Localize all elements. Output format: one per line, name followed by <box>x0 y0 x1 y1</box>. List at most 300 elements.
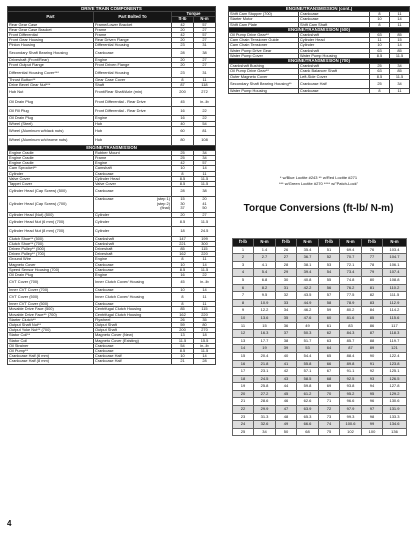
row-part: Engine Cradle <box>8 155 94 160</box>
capscrew-step: (step 1) <box>156 196 170 202</box>
row-bolted-to: Cylinder <box>94 212 172 217</box>
row-part: Driven Pulley** (700) <box>8 252 94 257</box>
conversion-ftlb: 28 <box>276 261 297 269</box>
conversion-nm: 62.6 <box>297 398 319 406</box>
capscrew-ftlb-value: 15 <box>180 196 185 202</box>
row-nm: 11 <box>194 171 216 176</box>
conversion-nm: 36.7 <box>297 254 319 262</box>
page-number: 4 <box>7 519 12 528</box>
conversion-nm: 129.2 <box>383 390 407 398</box>
conversion-nm: 28.6 <box>254 398 276 406</box>
table-row <box>8 323 216 328</box>
row-part: Output Shaft Nut** <box>8 323 94 328</box>
row-ftlb: 200 <box>172 88 194 97</box>
row-nm: 38 <box>194 187 216 196</box>
conversion-nm: 49 <box>297 322 319 330</box>
conversion-ftlb: 75 <box>319 428 340 436</box>
row-bolted-to: Output Shaft <box>94 323 172 328</box>
row-part: Oil Fill Plug <box>8 107 94 116</box>
conversion-ftlb: 39 <box>276 345 297 353</box>
conversion-row <box>233 352 407 360</box>
row-bolted-to: Engine <box>94 116 172 121</box>
row-part: Wheel (Steel) <box>8 121 94 126</box>
conversion-nm: 21.8 <box>254 360 276 368</box>
row-nm: 272 <box>194 88 216 97</box>
row-ftlb: 16 <box>172 116 194 121</box>
row-part: Starter Motor <box>229 17 299 22</box>
conversion-ftlb: 50 <box>276 428 297 436</box>
capscrew-700-bolted-label: Crankcase <box>95 196 114 202</box>
conversion-nm: 35.4 <box>297 246 319 254</box>
row-nm: 34 <box>390 64 410 69</box>
row-bolted-to: Crankcase <box>94 287 172 292</box>
row-part: Clutch Shoe** (500) <box>8 236 94 241</box>
table-row <box>8 246 216 251</box>
conversion-ftlb: 84 <box>362 307 383 315</box>
conversion-nm: 54.4 <box>297 352 319 360</box>
conversion-ftlb: 16 <box>233 360 254 368</box>
row-ftlb: 162 <box>172 252 194 257</box>
conversion-ftlb: 71 <box>319 398 340 406</box>
row-ftlb: 21 <box>172 359 194 364</box>
row-part: Outer Magneto Cover <box>229 74 299 79</box>
conversion-ftlb: 23 <box>233 413 254 421</box>
row-nm: 11.5 <box>194 349 216 354</box>
conversion-ftlb: 57 <box>319 292 340 300</box>
conversion-nm: 117 <box>383 322 407 330</box>
row-part: Cylinder Head (Cap Screw) (500) <box>8 187 94 196</box>
conversion-header <box>233 239 407 247</box>
conversion-ftlb: 55 <box>319 276 340 284</box>
col-torque: Torque <box>172 12 216 17</box>
conversion-ftlb: 11 <box>233 322 254 330</box>
row-nm: 85 <box>390 69 410 74</box>
engine-transmission-cont-table <box>228 6 410 94</box>
conversion-col-header: N-m <box>383 239 407 247</box>
row-ftlb: 8 <box>370 12 390 17</box>
table-row <box>8 217 216 226</box>
row-nm: 15 <box>390 38 410 43</box>
row-nm: 80 <box>194 323 216 328</box>
conversion-nm: 106.1 <box>383 261 407 269</box>
conversion-nm: 32.6 <box>254 421 276 429</box>
table-row <box>8 88 216 97</box>
conversion-row <box>233 398 407 406</box>
row-part: Drive Bevel Gear Nut*** <box>8 83 94 88</box>
row-bolted-to: Crankcase <box>94 343 172 348</box>
conversion-ftlb: 35 <box>276 314 297 322</box>
conversion-nm: 136 <box>383 428 407 436</box>
conversion-nm: 20.4 <box>254 352 276 360</box>
conversion-col-header: ft-lb <box>362 239 383 247</box>
conversion-nm: 102 <box>340 428 362 436</box>
conversion-nm: 78.9 <box>340 299 362 307</box>
conversion-ftlb: 5 <box>233 276 254 284</box>
row-nm: 28 <box>194 359 216 364</box>
row-bolted-to: Crankcase Half <box>299 79 370 88</box>
row-part: Water Pump Drive Gear <box>229 48 299 53</box>
conversion-rows <box>233 246 407 436</box>
capscrew-ftlb <box>172 196 194 212</box>
row-bolted-to: Frame <box>94 155 172 160</box>
table-row <box>8 312 216 317</box>
conversion-row <box>233 330 407 338</box>
conversion-ftlb: 51 <box>319 246 340 254</box>
conversion-ftlb: 77 <box>362 254 383 262</box>
conversion-ftlb: 31 <box>276 284 297 292</box>
conversion-ftlb: 15 <box>233 352 254 360</box>
row-nm: 85 <box>390 48 410 53</box>
row-nm: 14 <box>194 354 216 359</box>
row-nm: 57 <box>194 161 216 166</box>
conversion-nm: 127.8 <box>383 383 407 391</box>
conversion-ftlb: 19 <box>233 383 254 391</box>
row-ftlb: 54 <box>172 343 194 348</box>
col-ftlb: ft-lb <box>172 17 194 22</box>
conversion-ftlb: 100 <box>362 428 383 436</box>
conversion-ftlb: 47 <box>276 406 297 414</box>
loctite-notes <box>228 175 409 187</box>
table-row <box>8 278 216 287</box>
conversion-ftlb: 68 <box>319 375 340 383</box>
conversion-ftlb: 52 <box>319 254 340 262</box>
conversion-row <box>233 368 407 376</box>
torque-conversion-table <box>232 238 407 436</box>
conversion-nm: 115.6 <box>383 314 407 322</box>
table-row <box>8 307 216 312</box>
conversion-ftlb: 98 <box>362 413 383 421</box>
row-bolted-to: Rear Driven Flange <box>94 38 172 43</box>
conversion-nm: 130.6 <box>383 398 407 406</box>
row-ftlb: 8.5 <box>172 182 194 187</box>
row-ftlb: 8.5 <box>172 176 194 181</box>
conversion-row <box>233 421 407 429</box>
row-bolted-to: Differential Housing <box>94 43 172 48</box>
conversion-ftlb: 42 <box>276 368 297 376</box>
conversion-ftlb: 91 <box>362 360 383 368</box>
table-row <box>8 48 216 57</box>
row-ftlb: 26 <box>172 317 194 322</box>
conversion-ftlb: 70 <box>319 390 340 398</box>
conversion-nm: 27.2 <box>254 390 276 398</box>
row-part: Starter Clutch** <box>8 317 94 322</box>
row-ftlb: 10 <box>172 354 194 359</box>
conversion-ftlb: 74 <box>319 421 340 429</box>
conversion-ftlb: 34 <box>276 307 297 315</box>
row-ftlb: 20 <box>172 212 194 217</box>
conversion-nm: 34 <box>254 428 276 436</box>
row-part: Oil Drain Plug <box>8 273 94 278</box>
conversion-ftlb: 10 <box>233 314 254 322</box>
conversion-nm: 122.4 <box>383 352 407 360</box>
row-part: Engine Cradle <box>8 161 94 166</box>
conversion-ftlb: 62 <box>319 330 340 338</box>
row-ftlb: 42 <box>172 161 194 166</box>
row-part: Cam Sprocket** <box>8 166 94 171</box>
row-bolted-to: Crankcase <box>94 349 172 354</box>
row-nm: 11 <box>194 257 216 262</box>
conversion-ftlb: 72 <box>319 406 340 414</box>
conversion-nm: 97.9 <box>340 406 362 414</box>
conversion-nm: 95.2 <box>340 390 362 398</box>
conversion-ftlb: 80 <box>362 276 383 284</box>
row-ftlb: 40 <box>172 121 194 126</box>
conversion-ftlb: 41 <box>276 360 297 368</box>
table-row <box>8 252 216 257</box>
conversion-ftlb: 4 <box>233 269 254 277</box>
row-bolted-to: Crankshaft <box>94 236 172 241</box>
table-row <box>8 107 216 116</box>
row-ftlb: 20 <box>172 38 194 43</box>
row-bolted-to: Cylinder <box>94 217 172 226</box>
row-ftlb: 63 <box>370 48 390 53</box>
row-nm: 11 <box>194 77 216 82</box>
conversion-nm: 68 <box>297 428 319 436</box>
conversion-nm: 87 <box>340 345 362 353</box>
conversion-ftlb: 32 <box>276 292 297 300</box>
row-ftlb: 23 <box>172 43 194 48</box>
conversion-nm: 57.1 <box>297 368 319 376</box>
table-row <box>8 126 216 135</box>
row-part: Cylinder <box>8 171 94 176</box>
table-row <box>8 354 216 359</box>
table-row <box>8 187 216 196</box>
row-nm: 27 <box>194 212 216 217</box>
row-bolted-to: Front/Rear Shaft/Axle (min) <box>94 88 172 97</box>
conversion-ftlb: 67 <box>319 368 340 376</box>
conversion-nm: 123.8 <box>383 360 407 368</box>
conversion-nm: 25.8 <box>254 383 276 391</box>
row-part: Differential Housing Cover*** <box>8 68 94 77</box>
row-part: Inner CVT Cover (700) <box>8 287 94 292</box>
conversion-ftlb: 1 <box>233 246 254 254</box>
row-part: Crankshaft Bushing <box>229 64 299 69</box>
conversion-nm: 69.4 <box>340 246 362 254</box>
conversion-nm: 114.2 <box>383 307 407 315</box>
conversion-nm: 125.1 <box>383 368 407 376</box>
conversion-nm: 76.2 <box>340 284 362 292</box>
conversion-ftlb: 95 <box>362 390 383 398</box>
conversion-row <box>233 299 407 307</box>
row-bolted-to: Inner Clutch Cover/ Housing <box>94 292 172 301</box>
row-nm: 34 <box>194 155 216 160</box>
row-nm: 14 <box>390 43 410 48</box>
row-part: Cam Chain Tensioner <box>229 43 299 48</box>
row-nm: 220 <box>194 252 216 257</box>
row-nm: 22 <box>194 107 216 116</box>
conversion-ftlb: 48 <box>276 413 297 421</box>
conversion-ftlb: 27 <box>276 254 297 262</box>
drive-train-title: DRIVE TRAIN COMPONENTS <box>8 7 216 12</box>
row-part: Thrust Button** <box>8 77 94 82</box>
row-ftlb: 10 <box>172 262 194 267</box>
row-part: Cylinder Head (Nut) (500) <box>8 212 94 217</box>
drive-train-table <box>7 6 216 365</box>
table-row <box>229 79 410 88</box>
conversion-col-header: ft-lb <box>276 239 297 247</box>
conversion-ftlb: 66 <box>319 360 340 368</box>
conversion-ftlb: 64 <box>319 345 340 353</box>
conversion-nm: 112.9 <box>383 299 407 307</box>
conversion-nm: 85.7 <box>340 337 362 345</box>
row-part: Water Pump Cover <box>229 53 299 58</box>
conversion-nm: 80.2 <box>340 307 362 315</box>
row-ftlb: 8 <box>370 89 390 94</box>
row-ftlb: 8 <box>172 257 194 262</box>
conversion-nm: 65.3 <box>297 413 319 421</box>
conversion-nm: 8.2 <box>254 284 276 292</box>
conversion-nm: 131.9 <box>383 406 407 414</box>
conversion-ftlb: 2 <box>233 254 254 262</box>
conversion-nm: 88.4 <box>340 352 362 360</box>
row-ftlb: 8.5 <box>370 53 390 58</box>
table-row <box>8 136 216 145</box>
conversion-ftlb: 21 <box>233 398 254 406</box>
row-ftlb: 8 <box>370 22 390 27</box>
row-ftlb: 147 <box>172 236 194 241</box>
conversion-row <box>233 390 407 398</box>
row-nm: 85 <box>390 33 410 38</box>
row-nm: in.-lb <box>194 343 216 348</box>
conversion-nm: 13.6 <box>254 314 276 322</box>
row-nm: 108 <box>194 136 216 145</box>
conversion-nm: 10.9 <box>254 299 276 307</box>
row-bolted-to: Crankcase Half <box>94 354 172 359</box>
row-bolted-to: Front Differential - Rear Drive <box>94 97 172 106</box>
row-bolted-to: Engine <box>94 257 172 262</box>
conversion-ftlb: 26 <box>276 246 297 254</box>
row-nm: 81 <box>194 126 216 135</box>
row-nm: 27 <box>194 27 216 32</box>
row-ftlb: 8 <box>172 292 194 301</box>
conversion-row <box>233 337 407 345</box>
conversion-ftlb: 17 <box>233 368 254 376</box>
conversion-ftlb: 6 <box>233 284 254 292</box>
row-part: Wheel (Aluminum w/black nuts) <box>8 126 94 135</box>
conversion-ftlb: 90 <box>362 352 383 360</box>
row-part: Valve Cover <box>8 176 94 181</box>
row-bolted-to: Engine <box>94 58 172 63</box>
row-bolted-to: Rubber Mount <box>94 150 172 155</box>
row-bolted-to: Hub <box>94 126 172 135</box>
conversion-row <box>233 284 407 292</box>
conversion-ftlb: 76 <box>362 246 383 254</box>
capscrew-nm-value: 20 <box>202 196 207 202</box>
conversion-ftlb: 46 <box>276 398 297 406</box>
conversion-nm: 2.7 <box>254 254 276 262</box>
conversion-nm: 104.7 <box>383 254 407 262</box>
row-bolted-to: Crankcase <box>94 171 172 176</box>
conversion-ftlb: 87 <box>362 330 383 338</box>
row-ftlb: 85 <box>172 246 194 251</box>
row-nm: 54 <box>194 121 216 126</box>
conversion-col-header: N-m <box>254 239 276 247</box>
conversion-nm: 103.4 <box>383 246 407 254</box>
row-nm: 22 <box>194 116 216 121</box>
conversion-ftlb: 22 <box>233 406 254 414</box>
conversion-nm: 72.1 <box>340 261 362 269</box>
row-ftlb: 20 <box>172 63 194 68</box>
conversion-nm: 93.8 <box>340 383 362 391</box>
row-part: Movable Drive Face (500) <box>8 307 94 312</box>
conversion-nm: 77.5 <box>340 292 362 300</box>
row-part: Secondary Shaft Bearing Housing** <box>229 79 299 88</box>
conversion-row <box>233 406 407 414</box>
row-nm: 300 <box>194 241 216 246</box>
cont-title: ENGINE/TRANSMISSION (cont.) <box>229 7 410 12</box>
row-part: Output Yoke Nut** (700) <box>8 328 94 333</box>
cont-rows <box>229 12 410 28</box>
col-bolted-to: Part Bolted To <box>94 12 172 22</box>
capscrew-700-bolted <box>94 196 172 212</box>
conversion-ftlb: 7 <box>233 292 254 300</box>
conversion-nm: 17.7 <box>254 337 276 345</box>
row-bolted-to: Driveshaft <box>94 252 172 257</box>
row-ftlb: 20 <box>172 27 194 32</box>
row-bolted-to: Output Shaft <box>94 328 172 333</box>
row-nm: 27 <box>194 58 216 63</box>
row-part: Cam Chain Tensioner Guide <box>229 38 299 43</box>
row-nm: 34 <box>194 150 216 155</box>
conversion-nm: 59.8 <box>297 383 319 391</box>
table-row <box>8 292 216 301</box>
conversion-row <box>233 276 407 284</box>
row-bolted-to: Front Differential - Rear Drive <box>94 107 172 116</box>
row-bolted-to: Engine <box>94 273 172 278</box>
conversion-nm: 83 <box>340 322 362 330</box>
conversion-nm: 24.5 <box>254 375 276 383</box>
row-part: Tappet Cover <box>8 182 94 187</box>
conversion-nm: 15 <box>254 322 276 330</box>
conversion-row <box>233 345 407 353</box>
row-bolted-to: Valve Cover <box>94 182 172 187</box>
conversion-ftlb: 45 <box>276 390 297 398</box>
row-part: Cylinder Head Nut (8 mm) (700) <box>8 227 94 236</box>
row-ftlb: 8.5 <box>370 74 390 79</box>
conversion-nm: 38.1 <box>297 261 319 269</box>
row-nm: 14 <box>390 17 410 22</box>
row-bolted-to: Gear Case Cover <box>94 77 172 82</box>
row-bolted-to: Frame/Lower Bracket <box>94 22 172 27</box>
row-nm: 11.5 <box>194 176 216 181</box>
row-ftlb: 45 <box>172 97 194 106</box>
conversion-nm: 126.5 <box>383 375 407 383</box>
conversion-ftlb: 94 <box>362 383 383 391</box>
row-part: Engine Cradle <box>8 150 94 155</box>
row-ftlb: 8 <box>172 77 194 82</box>
conversion-ftlb: 29 <box>276 269 297 277</box>
torque-conversions-title: Torque Conversions (ft-lb/ N-m) <box>243 203 394 214</box>
row-bolted-to: Magneto Cover (Existing) <box>94 338 172 343</box>
conversion-ftlb: 60 <box>319 314 340 322</box>
conversion-ftlb: 63 <box>319 337 340 345</box>
row-ftlb: 63 <box>370 33 390 38</box>
table-row <box>8 328 216 333</box>
capscrew-nm-value: 41 <box>202 200 207 206</box>
conversion-ftlb: 53 <box>319 261 340 269</box>
row-nm: 11.5 <box>194 182 216 187</box>
row-nm: 34 <box>390 79 410 88</box>
row-bolted-to: Centrifugal Clutch Housing <box>94 307 172 312</box>
capscrew-nm <box>194 196 216 212</box>
conversion-nm: 63.9 <box>297 406 319 414</box>
conversion-ftlb: 86 <box>362 322 383 330</box>
row-bolted-to: Crankshaft <box>299 64 370 69</box>
row-ftlb: 16 <box>172 273 194 278</box>
row-nm: in.-lb <box>194 97 216 106</box>
row-bolted-to: Crankcase <box>299 89 370 94</box>
conversion-nm: 70.7 <box>340 254 362 262</box>
